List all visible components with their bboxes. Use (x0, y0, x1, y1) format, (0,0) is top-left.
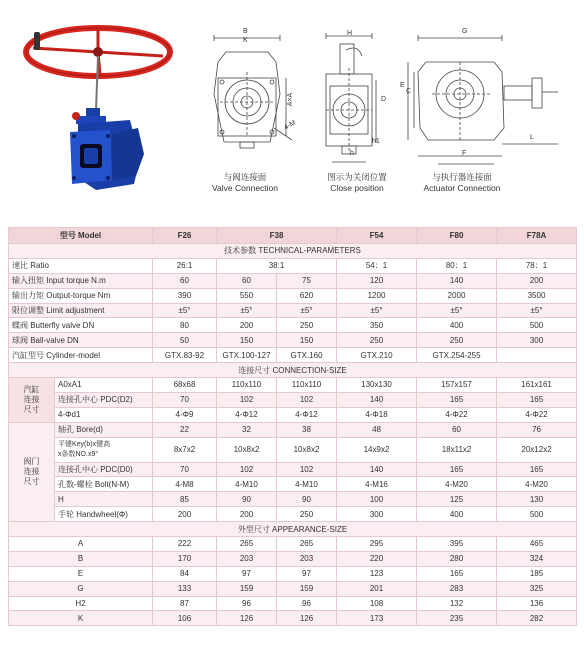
dim-l-label: L (530, 134, 534, 141)
caption-cn: 与阀连接面 (223, 172, 267, 182)
cell (497, 348, 577, 363)
cell: 120 (337, 273, 417, 288)
row-label: 轴孔 Bore(d) (55, 422, 153, 437)
row-label: H2 (9, 596, 153, 611)
table-row (9, 378, 577, 393)
cell: 157x157 (417, 378, 497, 393)
cell: ±5° (417, 303, 497, 318)
cell: 54：1 (337, 258, 417, 273)
cell: 620 (277, 288, 337, 303)
cell: 96 (277, 596, 337, 611)
cell: 4-Φ22 (497, 407, 577, 422)
cell: 161x161 (497, 378, 577, 393)
cell: 8x7x2 (153, 437, 217, 462)
cell: 102 (277, 462, 337, 477)
cell: 165 (497, 462, 577, 477)
cell: 80 (153, 318, 217, 333)
row-label: 输入扭矩 Input torque N.m (9, 273, 153, 288)
cell: 1200 (337, 288, 417, 303)
cell: 50 (153, 333, 217, 348)
header-f26: F26 (153, 228, 217, 244)
table-row (9, 318, 577, 333)
cell: 500 (497, 507, 577, 522)
caption-en: Close position (330, 183, 384, 193)
caption-close-position (312, 172, 402, 194)
cell: 400 (417, 507, 497, 522)
cell: 265 (217, 537, 277, 552)
caption-actuator-connection (412, 172, 512, 194)
caption-cn: 与执行器连接面 (432, 172, 492, 182)
gearbox-product-image (8, 8, 178, 203)
caption-valve-connection (200, 172, 290, 194)
row-label: 蝶阀 Butterfly valve DN (9, 318, 153, 333)
cell: 350 (337, 318, 417, 333)
table-row (9, 437, 577, 462)
cell: 250 (277, 318, 337, 333)
cell: 102 (277, 392, 337, 407)
dim-d-label: D (381, 96, 387, 103)
dim-c-label: C (406, 88, 412, 95)
header-f78a: F78A (497, 228, 577, 244)
cell: ±5° (277, 303, 337, 318)
dim-f-label: F (462, 150, 467, 157)
table-row (9, 596, 577, 611)
cell: 26:1 (153, 258, 217, 273)
cell: 10x8x2 (217, 437, 277, 462)
spec-table (8, 227, 577, 626)
cell: 14x9x2 (337, 437, 417, 462)
cell: 4-M8 (153, 477, 217, 492)
cell: 125 (417, 492, 497, 507)
table-row (9, 581, 577, 596)
cell: 87 (153, 596, 217, 611)
header-f54: F54 (337, 228, 417, 244)
table-row (9, 273, 577, 288)
dim-e-label: E (400, 82, 405, 89)
cell: 32 (217, 422, 277, 437)
row-label: 球阀 Ball-valve DN (9, 333, 153, 348)
row-label: 平键Key(b)x键高 x条数NO.x9° (55, 437, 153, 462)
cell: 90 (217, 492, 277, 507)
table-row (9, 551, 577, 566)
cell: 390 (153, 288, 217, 303)
cell: 4-Φ9 (153, 407, 217, 422)
cell: GTX.210 (337, 348, 417, 363)
cell: 4-Φ12 (217, 407, 277, 422)
cell: 165 (417, 566, 497, 581)
dim-axa-label: A×A (287, 92, 295, 107)
table-row (9, 303, 577, 318)
cell: 165 (497, 392, 577, 407)
cell: 78：1 (497, 258, 577, 273)
header-model: 型号 Model (9, 228, 153, 244)
table-row (9, 333, 577, 348)
row-label: 4-Φd1 (55, 407, 153, 422)
dim-small-h-label: h (350, 150, 354, 157)
cell: 201 (337, 581, 417, 596)
cell: 203 (217, 551, 277, 566)
row-label: 限位调整 Limit adjustment (9, 303, 153, 318)
cell: 136 (497, 596, 577, 611)
cell: 133 (153, 581, 217, 596)
row-label: 孔数-螺栓 Bolt(N-M) (55, 477, 153, 492)
cell: 140 (337, 392, 417, 407)
table-row (9, 537, 577, 552)
cell: 130x130 (337, 378, 417, 393)
cell: 96 (217, 596, 277, 611)
cell: 126 (277, 611, 337, 626)
row-label: 连接孔中心 PDC(D2) (55, 392, 153, 407)
caption-en: Valve Connection (212, 183, 278, 193)
cell: 4-M20 (417, 477, 497, 492)
cell: 106 (153, 611, 217, 626)
caption-en: Actuator Connection (423, 183, 501, 193)
section-row-appearance (9, 522, 577, 537)
cell: 102 (217, 392, 277, 407)
table-row (9, 422, 577, 437)
cell: 97 (217, 566, 277, 581)
cell: 60 (217, 273, 277, 288)
dim-h1-label: h1 (372, 138, 380, 145)
cell: 465 (497, 537, 577, 552)
row-label: H (55, 492, 153, 507)
cell: 140 (417, 273, 497, 288)
cell: 280 (417, 551, 497, 566)
table-row (9, 288, 577, 303)
cell: 132 (417, 596, 497, 611)
table-row (9, 611, 577, 626)
cell: 4-M10 (217, 477, 277, 492)
actuator-connection-drawing (398, 32, 568, 170)
cell: 130 (497, 492, 577, 507)
row-label: A (9, 537, 153, 552)
cell: 300 (337, 507, 417, 522)
cell: GTX.254-255 (417, 348, 497, 363)
cell: 108 (337, 596, 417, 611)
cell: 110x110 (277, 378, 337, 393)
cell: 250 (417, 333, 497, 348)
cell: 395 (417, 537, 497, 552)
table-row (9, 348, 577, 363)
group-label-cylinder: 汽缸 连接 尺寸 (9, 378, 55, 423)
cell: 97 (277, 566, 337, 581)
cell: 68x68 (153, 378, 217, 393)
cell: 4-M20 (497, 477, 577, 492)
section-row-connection (9, 363, 577, 378)
cell: 200 (497, 273, 577, 288)
cell: 400 (417, 318, 497, 333)
table-row (9, 407, 577, 422)
cell: 283 (417, 581, 497, 596)
cell: ±5° (217, 303, 277, 318)
cell: 550 (217, 288, 277, 303)
dim-h-label: H (347, 30, 353, 37)
table-row (9, 392, 577, 407)
cell: 500 (497, 318, 577, 333)
cell: 159 (217, 581, 277, 596)
cell: 123 (337, 566, 417, 581)
dim-g-label: G (462, 28, 468, 35)
cell: 85 (153, 492, 217, 507)
caption-cn: 图示为关闭位置 (327, 172, 387, 182)
cell: 4-M10 (277, 477, 337, 492)
cell: 150 (217, 333, 277, 348)
cell: 159 (277, 581, 337, 596)
row-label: 速比 Ratio (9, 258, 153, 273)
cell: 4-Φ12 (277, 407, 337, 422)
cell: 325 (497, 581, 577, 596)
close-position-drawing (318, 30, 380, 170)
row-label: G (9, 581, 153, 596)
row-label: E (9, 566, 153, 581)
cell: 140 (337, 462, 417, 477)
cell: 203 (277, 551, 337, 566)
section-title: 技术参数 TECHNICAL-PARAMETERS (9, 244, 577, 259)
cell: 222 (153, 537, 217, 552)
header-f80: F80 (417, 228, 497, 244)
table-row (9, 566, 577, 581)
dim-b-label: B (243, 28, 248, 35)
cell: 90 (277, 492, 337, 507)
cell: GTX.83-92 (153, 348, 217, 363)
cell: 110x110 (217, 378, 277, 393)
cell: 48 (337, 422, 417, 437)
dim-k-label: K (243, 37, 248, 44)
cell: 126 (217, 611, 277, 626)
cell: 250 (337, 333, 417, 348)
section-row-tech (9, 244, 577, 259)
cell: GTX.100-127 (217, 348, 277, 363)
table-row (9, 258, 577, 273)
cell: 200 (217, 507, 277, 522)
cell: 220 (337, 551, 417, 566)
cell: 165 (417, 462, 497, 477)
cell: 70 (153, 462, 217, 477)
cell: 20x12x2 (497, 437, 577, 462)
table-row (9, 462, 577, 477)
cell: 102 (217, 462, 277, 477)
cell: 2000 (417, 288, 497, 303)
cell: 38 (277, 422, 337, 437)
row-label: 汽缸型号 Cylinder-model (9, 348, 153, 363)
header-f38: F38 (217, 228, 337, 244)
cell: 3500 (497, 288, 577, 303)
cell: 60 (417, 422, 497, 437)
row-label: 输出力矩 Output-torque Nm (9, 288, 153, 303)
cell: 100 (337, 492, 417, 507)
cell: 200 (153, 507, 217, 522)
cell: 84 (153, 566, 217, 581)
table-row (9, 507, 577, 522)
row-label: A0xA1 (55, 378, 153, 393)
table-row (9, 492, 577, 507)
cell: 60 (153, 273, 217, 288)
cell: 300 (497, 333, 577, 348)
section-title: 连接尺寸 CONNECTION-SIZE (9, 363, 577, 378)
cell: 265 (277, 537, 337, 552)
cell: 173 (337, 611, 417, 626)
cell: 80：1 (417, 258, 497, 273)
cell: 10x8x2 (277, 437, 337, 462)
cell: ±5° (153, 303, 217, 318)
cell: 170 (153, 551, 217, 566)
cell: 185 (497, 566, 577, 581)
cell: 22 (153, 422, 217, 437)
dim-4m-label: 4-M (283, 119, 298, 132)
cell: 165 (417, 392, 497, 407)
cell: GTX.160 (277, 348, 337, 363)
section-title: 外型尺寸 APPEARANCE-SIZE (9, 522, 577, 537)
row-label: B (9, 551, 153, 566)
cell: 282 (497, 611, 577, 626)
cell: 4-Φ18 (337, 407, 417, 422)
cell: 295 (337, 537, 417, 552)
cell: 250 (277, 507, 337, 522)
cell: 75 (277, 273, 337, 288)
cell: 235 (417, 611, 497, 626)
row-label: 手轮 Handwheel(Φ) (55, 507, 153, 522)
table-row (9, 477, 577, 492)
cell: 70 (153, 392, 217, 407)
cell: 18x11x2 (417, 437, 497, 462)
cell: 150 (277, 333, 337, 348)
group-label-valve: 阀门 连接 尺寸 (9, 422, 55, 521)
cell: 38:1 (217, 258, 337, 273)
cell: 4-Φ22 (417, 407, 497, 422)
row-label: K (9, 611, 153, 626)
cell: 4-M16 (337, 477, 417, 492)
valve-connection-drawing (200, 32, 300, 167)
cell: 200 (217, 318, 277, 333)
cell: 76 (497, 422, 577, 437)
cell: ±5° (497, 303, 577, 318)
table-header-row (9, 228, 577, 244)
cell: 324 (497, 551, 577, 566)
row-label: 连接孔中心 PDC(D0) (55, 462, 153, 477)
cell: ±5° (337, 303, 417, 318)
